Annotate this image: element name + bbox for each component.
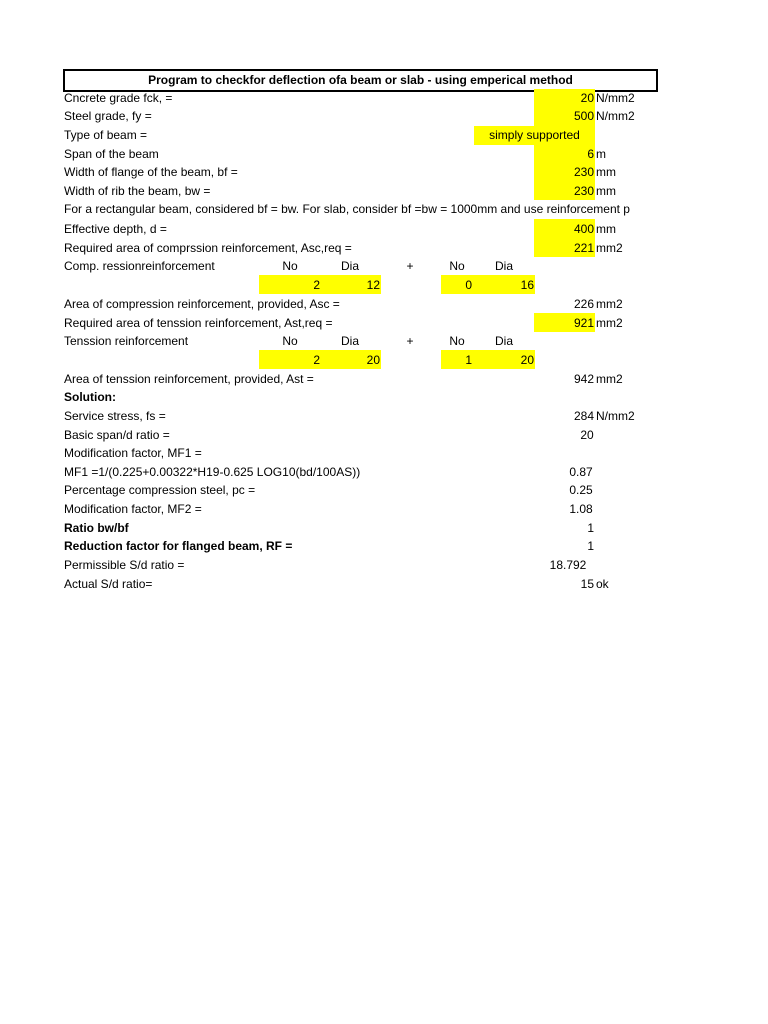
label-asc: Area of compression reinforcement, provided, Asc = — [64, 297, 340, 311]
value-comp-dia1[interactable]: 12 — [366, 278, 380, 292]
value-bf[interactable]: 230 — [573, 165, 594, 179]
status-actual: ok — [596, 577, 609, 591]
unit-bw: mm — [596, 184, 616, 198]
label-solution: Solution: — [64, 390, 116, 404]
header-ten-dia1: Dia — [340, 334, 359, 348]
value-fck[interactable]: 20 — [580, 91, 594, 105]
label-d: Effective depth, d = — [64, 222, 167, 236]
value-comp-no1[interactable]: 2 — [313, 278, 320, 292]
value-pc: 0.25 — [569, 483, 593, 497]
label-mf1-head: Modification factor, MF1 = — [64, 446, 202, 460]
label-fck: Cncrete grade fck, = — [64, 91, 173, 105]
value-fy[interactable]: 500 — [573, 109, 594, 123]
label-beam-type: Type of beam = — [64, 128, 148, 142]
value-asc: 226 — [573, 297, 594, 311]
unit-fy: N/mm2 — [596, 109, 635, 123]
unit-d: mm — [596, 222, 616, 236]
value-perm: 18.792 — [549, 558, 587, 572]
header-comp-plus: + — [406, 259, 414, 273]
label-asc-req: Required area of comprssion reinforcement, Asc,req = — [64, 241, 352, 255]
unit-ast-req: mm2 — [596, 316, 623, 330]
header-ten-no1: No — [282, 334, 298, 348]
label-mf1-formula: MF1 =1/(0.225+0.00322*H19-0.625 LOG10(bd/100AS)) — [64, 465, 361, 479]
unit-bf: mm — [596, 165, 616, 179]
value-ten-no1[interactable]: 2 — [313, 353, 320, 367]
value-bw[interactable]: 230 — [573, 184, 594, 198]
value-asc-req[interactable]: 221 — [573, 241, 594, 255]
label-bw: Width of rib the beam, bw = — [64, 184, 211, 198]
label-ast: Area of tenssion reinforcement, provided, Ast = — [64, 372, 314, 386]
value-comp-no2[interactable]: 0 — [465, 278, 472, 292]
value-d[interactable]: 400 — [573, 222, 594, 236]
value-rf: 1 — [587, 539, 594, 553]
label-fy: Steel grade, fy = — [64, 109, 152, 123]
value-ast-req[interactable]: 921 — [573, 316, 594, 330]
label-ten-reinf: Tenssion reinforcement — [64, 334, 189, 348]
value-mf1: 0.87 — [569, 465, 593, 479]
value-comp-dia2[interactable]: 16 — [520, 278, 534, 292]
header-ten-no2: No — [449, 334, 465, 348]
unit-fs: N/mm2 — [596, 409, 635, 423]
label-comp-reinf: Comp. ressionreinforcement — [64, 259, 215, 273]
header-comp-no2: No — [449, 259, 465, 273]
label-perm: Permissible S/d ratio = — [64, 558, 185, 572]
value-ratio: 1 — [587, 521, 594, 535]
label-mf2: Modification factor, MF2 = — [64, 502, 202, 516]
label-actual: Actual S/d ratio= — [64, 577, 153, 591]
label-bf: Width of flange of the beam, bf = — [64, 165, 238, 179]
unit-ast: mm2 — [596, 372, 623, 386]
header-comp-dia2: Dia — [494, 259, 513, 273]
value-ast: 942 — [573, 372, 594, 386]
label-ast-req: Required area of tenssion reinforcement, Ast,req = — [64, 316, 333, 330]
header-ten-plus: + — [406, 334, 414, 348]
label-basic-ratio: Basic span/d ratio = — [64, 428, 170, 442]
label-rf: Reduction factor for flanged beam, RF = — [64, 539, 293, 553]
header-ten-dia2: Dia — [494, 334, 513, 348]
label-ratio: Ratio bw/bf — [64, 521, 129, 535]
unit-span: m — [596, 147, 606, 161]
value-ten-dia2[interactable]: 20 — [520, 353, 534, 367]
value-mf2: 1.08 — [569, 502, 593, 516]
value-actual: 15 — [580, 577, 594, 591]
label-span: Span of the beam — [64, 147, 159, 161]
unit-fck: N/mm2 — [596, 91, 635, 105]
unit-asc: mm2 — [596, 297, 623, 311]
value-fs: 284 — [573, 409, 594, 423]
label-fs: Service stress, fs = — [64, 409, 166, 423]
note-text: For a rectangular beam, considered bf = bw. For slab, consider bf =bw = 1000mm and use reinforcement p — [64, 202, 630, 216]
value-ten-no2[interactable]: 1 — [465, 353, 472, 367]
header-comp-no1: No — [282, 259, 298, 273]
value-ten-dia1[interactable]: 20 — [366, 353, 380, 367]
header-comp-dia1: Dia — [340, 259, 359, 273]
unit-asc-req: mm2 — [596, 241, 623, 255]
value-span[interactable]: 6 — [587, 147, 594, 161]
value-beam-type[interactable]: simply supported — [489, 128, 580, 142]
page-title: Program to checkfor deflection ofa beam or slab - using emperical method — [63, 69, 658, 92]
value-basic-ratio: 20 — [580, 428, 594, 442]
label-pc: Percentage compression steel, pc = — [64, 483, 256, 497]
